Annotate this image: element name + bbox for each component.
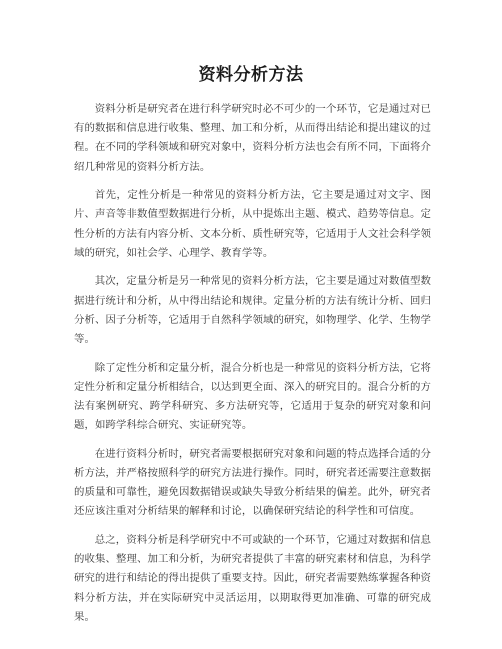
paragraph-practice: 在进行资料分析时，研究者需要根据研究对象和问题的特点选择合适的分析方法，并严格按照科学的研究方法进行操作。同时，研究者还需要注意数据的质量和可靠性，避免因数据错误或缺失导致分析结果的偏差。此外，研究者还应该注重对分析结果的解释和讨论，以确保研究结论的科学性和可信度。 [74,447,431,518]
paragraph-quantitative: 其次，定量分析是另一种常见的资料分析方法，它主要是通过对数值型数据进行统计和分析，从中得出结论和规律。定量分析的方法有统计分析、回归分析、因子分析等，它适用于自然科学领域的研究，如物理学、化学、生物学等。 [74,275,431,346]
paragraph-mixed: 除了定性分析和定量分析，混合分析也是一种常见的资料分析方法，它将定性分析和定量分析相结合，以达到更全面、深入的研究目的。混合分析的方法有案例研究、跨学科研究、多方法研究等，它适用于复杂的研究对象和问题，如跨学科综合研究、实证研究等。 [74,361,431,432]
document-body [74,100,431,636]
document-title: 资料分析方法 [198,65,304,85]
paragraph-qualitative: 首先，定性分析是一种常见的资料分析方法，它主要是通过对文字、图片、声音等非数值型数据进行分析，从中提炼出主题、模式、趋势等信息。定性分析的方法有内容分析、文本分析、质性研究等，它适用于人文社会科学领域的研究，如社会学、心理学、教育学等。 [74,189,431,259]
paragraph-conclusion: 总之，资料分析是科学研究中不可或缺的一个环节，它通过对数据和信息的收集、整理、加工和分析，为研究者提供了丰富的研究素材和信息，为科学研究的进行和结论的得出提供了重要支持。因此，研究者需要熟练掌握各种资料分析方法，并在实际研究中灵活运用，以期取得更加准确、可靠的研究成果。 [74,534,431,623]
paragraph-intro: 资料分析是研究者在进行科学研究时必不可少的一个环节，它是通过对已有的数据和信息进行收集、整理、加工和分析，从而得出结论和提出建议的过程。在不同的学科领域和研究对象中，资料分析方法也会有所不同，下面将介绍几种常见的资料分析方法。 [74,103,431,173]
